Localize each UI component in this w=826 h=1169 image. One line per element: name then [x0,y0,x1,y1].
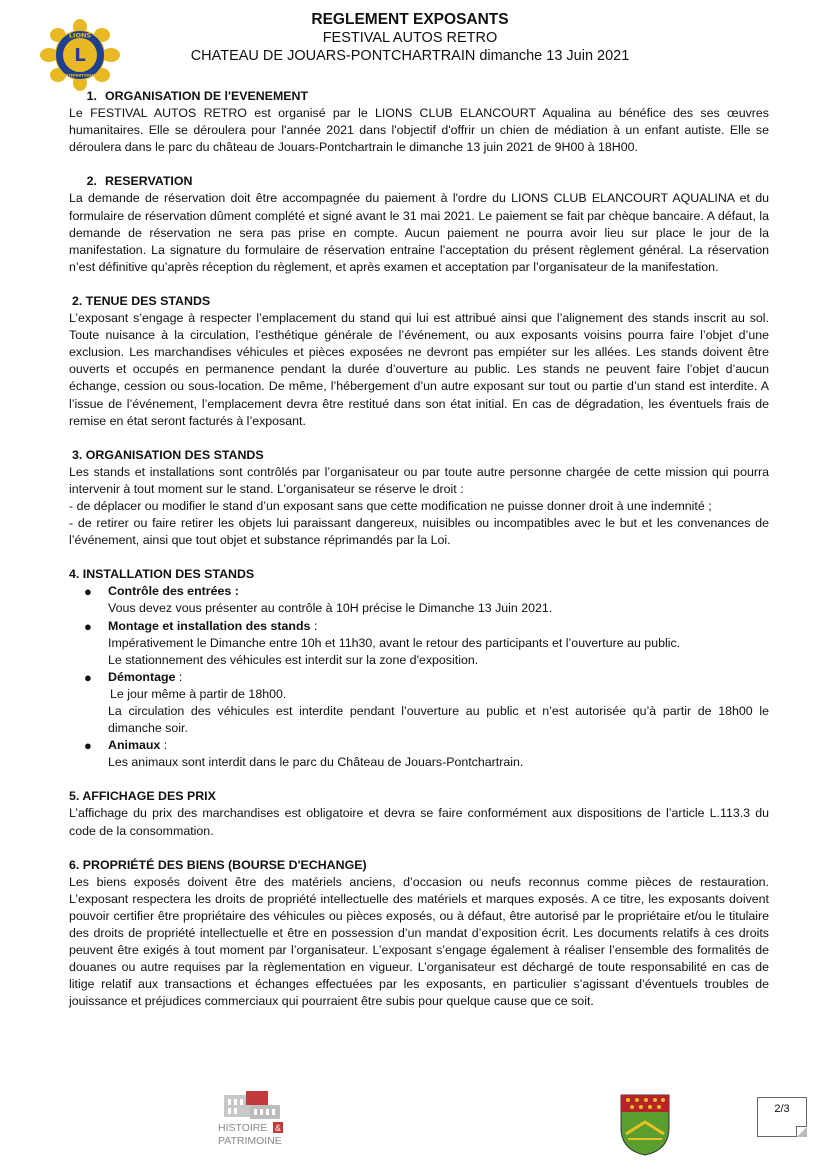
document-header [140,11,680,65]
bullet-suffix: : [310,618,318,633]
bullet-item [69,583,769,617]
section-paragraph: L’affichage du prix des marchandises est obligatoire et devra se faire conformément aux dispositions de l’article L.113.3 du code de la consommation. [69,806,769,838]
section-paragraph: La demande de réservation doit être accompagnée du paiement à l'ordre du LIONS CLUB ELANCOURT AQUALINA et du formulaire de réservation dûment complété et signé avant le 31 mai 2021. Le paiement se fait par chèque bancaire. A défaut, la demande de réservation ne sera pas prise en compte. Aucun paiement ne pourra avoir lieu sur place le jour de la manifestation. La signature du formulaire de réservation entraine l’acceptation du présent règlement général. La réservation n’est définitive qu’après réception du règlement, et après examen et acceptation par l’organisateur de la manifestation. [69,191,769,274]
histoire-patrimoine-logo [216,1091,302,1149]
partner-logo-amp: & [274,1123,282,1133]
bullet-icon: ● [84,738,92,754]
document-body [69,88,769,1011]
bullet-title: Contrôle des entrées : [108,584,239,599]
town-crest-icon [620,1094,670,1156]
section-heading: 4. INSTALLATION DES STANDS [69,567,255,582]
bullet-icon: ● [84,618,92,634]
section-number: 1. [86,89,97,103]
bullet-line: La circulation des véhicules est interdite pendant l’ouverture au public et n’est autorisée qu’à partir de 18h00 le dimanche soir. [108,704,769,736]
bullet-suffix: : [160,738,168,753]
bullet-item [69,669,769,737]
installation-bullet-list [69,583,769,771]
bullet-icon: ● [84,669,92,685]
section-list-item: - de déplacer ou modifier le stand d’un exposant sans que cette modification ne puisse donner droit à une indemnité ; [69,498,712,513]
document-title: REGLEMENT EXPOSANTS [311,11,509,28]
partner-logo-line1: HISTOIRE [218,1122,268,1134]
logo-text-bottom: INTERNATIONAL [63,73,97,78]
bullet-title: Montage et installation des stands [108,618,311,633]
bullet-line: Vous devez vous présenter au contrôle à 10H précise le Dimanche 13 Juin 2021. [108,601,553,616]
section-heading: 6. PROPRIÉTÉ DES BIENS (BOURSE D'ECHANGE) [69,857,367,872]
bullet-line: Impérativement le Dimanche entre 10h et 11h30, avant le retour des participants et l’ouverture au public. [108,635,681,650]
section-number: 2. [86,174,97,189]
section-heading [69,173,769,190]
document-subtitle: FESTIVAL AUTOS RETRO [322,30,498,46]
section-paragraph: Les biens exposés doivent être des matériels anciens, d’occasion ou neufs reconnus comme pièces de restauration. L’exposant respectera les droits de propriété intellectuelle des matériels et marques exposés. A ce titre, les exposants doivent pouvoir certifier être propriétaire des véhicules ou pièces exposés, ou à défaut, être autorisé par le propriétaire et/ou le titulaire des droits de propriété intellectuelle et être en possession d’un mandat d’exposition écrit. Les documents relatifs à ces droits peuvent être exigés à tout moment par l’organisateur. L’exposant s’engage également à réaliser l’ensemble des formalités de douanes ou autre requises par la règlementation en vigueur. L’organisateur est déchargé de toute responsabilité en cas de litige relatif aux transactions et échanges effectuées par les exposants, en particulier s’agissant d’éventuels troubles de jouissance et préjudices commerciaux qui pourraient être subis pour quelque cause que ce soit. [69,874,769,1009]
page-number-box [757,1097,807,1137]
section-heading: 5. AFFICHAGE DES PRIX [69,789,216,804]
bullet-item [69,618,769,669]
bullet-item [69,737,769,771]
bullet-suffix: : [175,669,183,684]
section-heading [69,88,769,105]
svg-text:L: L [74,45,86,66]
section-paragraph: L’exposant s’engage à respecter l’emplacement du stand qui lui est attribué ainsi que l’alignement des stands inscrit au sol. Toute nuisance à la circulation, l’esthétique générale de l’événement, ou aux exposants voisins pourra faire l’objet d’une exclusion. Les marchandises véhicules et pièces exposées ne devront pas empiéter sur les allées. Les stands doivent être ouverts et occupés en permanence pendant la durée d’ouverture au public. Les stands ne peuvent faire l’objet d’aucun échange, cession ou sous-location. De même, l’hébergement d’un autre exposant sur tout ou partie d’un stand est interdite. A l’issue de l’événement, l’emplacement devra être restitué dans son état initial. En cas de dégradation, les éventuels frais de remise en état seront facturés à l’exposant. [69,311,769,428]
section-paragraph: Les stands et installations sont contrôlés par l’organisateur ou par toute autre personne chargée de cette mission qui pourra intervenir à tout moment sur le stand. L’organisateur se réserve le droit : [69,464,769,496]
lions-club-logo [40,18,120,92]
bullet-line: Le jour même à partir de 18h00. [110,686,287,701]
bullet-line: Les animaux sont interdit dans le parc du Château de Jouars-Pontchartrain. [108,755,524,770]
section-title: ORGANISATION DE l'EVENEMENT [105,89,309,103]
event-location-date: CHATEAU DE JOUARS-PONTCHARTRAIN dimanche 13 Juin 2021 [190,48,630,64]
partner-logo-line2: PATRIMOINE [218,1135,282,1147]
logo-text-top: LIONS [68,31,92,40]
bullet-icon: ● [84,584,92,600]
section-title: RESERVATION [105,174,193,189]
bullet-title: Démontage [108,669,176,684]
section-paragraph: Le FESTIVAL AUTOS RETRO est organisé par le LIONS CLUB ELANCOURT Aqualina au bénéfice des ses œuvres humanitaires. Elle se déroulera pour l'année 2021 dans l'objectif d'offrir un chien de médiation à un enfant autiste. Elle se déroulera dans le parc du château de Jouars-Pontchartrain le dimanche 13 juin 2021 de 9H00 à 18H00. [69,106,769,155]
section-heading: 2. TENUE DES STANDS [72,293,211,308]
page-number: 2/3 [774,1103,790,1115]
section-heading: 3. ORGANISATION DES STANDS [72,447,264,462]
section-list-item: - de retirer ou faire retirer les objets lui paraissant dangereux, nuisibles ou incompatibles avec le but et les convenances de l’événement, ainsi que tout objet et substance réprimandés par la Loi. [69,516,769,548]
bullet-title: Animaux [108,738,161,753]
bullet-line: Le stationnement des véhicules est interdit sur la zone d'exposition. [108,652,479,667]
